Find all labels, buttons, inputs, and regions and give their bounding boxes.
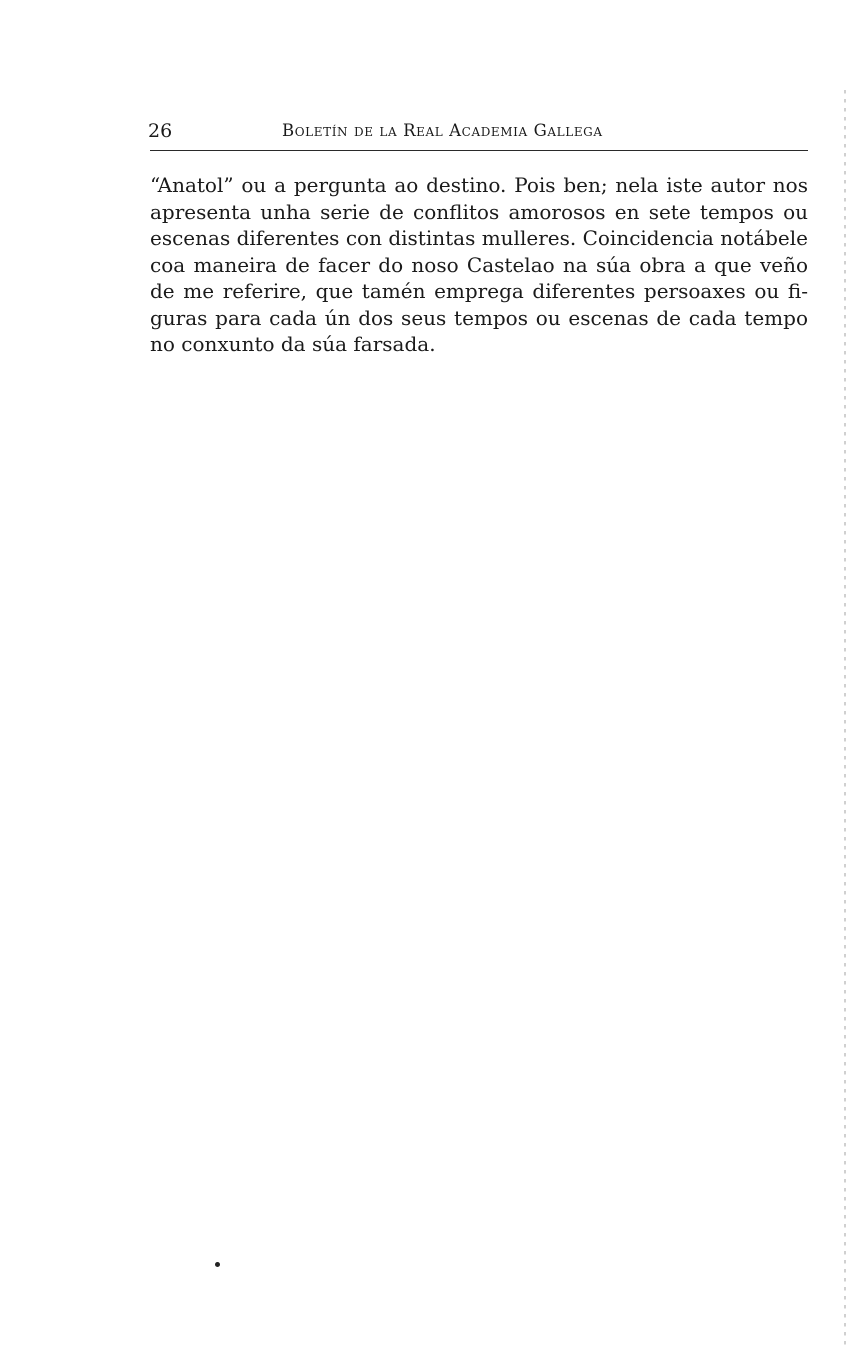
- text-line: coa maneira de facer do noso Castelao na súa obra a que veño: [150, 252, 808, 277]
- text-line: “Anatol” ou a pergunta ao destino. Pois ben; nela iste autor nos: [150, 173, 808, 197]
- text-line: guras para cada ún dos seus tempos ou escenas de cada tempo: [150, 305, 808, 330]
- running-head: [148, 116, 808, 146]
- text-line: escenas diferentes con distintas mulleres. Coincidencia notábele: [150, 226, 808, 250]
- text-line: apresenta unha serie de conflitos amorosos en sete tempos ou: [150, 199, 808, 224]
- text-line: no conxunto da súa farsada.: [150, 332, 436, 356]
- journal-title: Boletín de la Real Academia Gallega: [282, 121, 603, 140]
- scan-speck: [215, 1262, 220, 1267]
- page-number: 26: [148, 120, 173, 142]
- header-rule: [150, 150, 808, 151]
- body-paragraph: [150, 172, 808, 358]
- scan-margin-noise: [844, 90, 846, 1350]
- text-line: de me referire, que tamén emprega diferentes persoaxes ou fi-: [150, 279, 808, 303]
